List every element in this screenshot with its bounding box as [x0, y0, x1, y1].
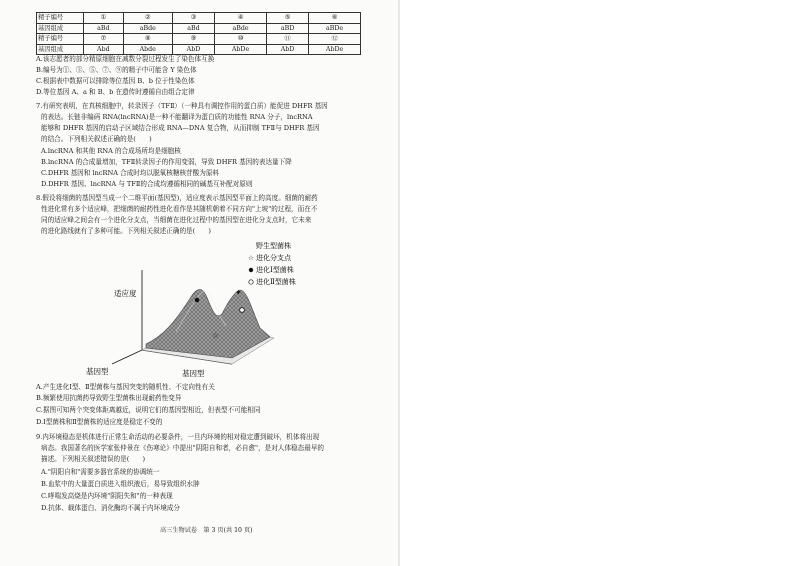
q6-option-b: B.编号为①、③、⑤、⑦、⑨的精子中可能含 Y 染色体: [36, 66, 197, 74]
legend-type-1: 进化Ⅰ型菌株: [256, 266, 294, 274]
table-cell: ⑪: [266, 34, 308, 45]
fitness-landscape-figure: [84, 240, 334, 380]
q7-option-d: D.DHFR 基因、lncRNA 与 TFⅡ的合成均遵循相同的碱基互补配对原则: [41, 180, 253, 188]
table-cell: AbD: [266, 44, 308, 55]
table-cell: Abd: [84, 44, 124, 55]
q7-option-b: B.lncRNA 的合成量增加，TFⅡ转录因子的作用变弱，导致 DHFR 基因的表达量下降: [41, 158, 292, 166]
sperm-genotype-table: [36, 12, 361, 55]
q9-stem-line-1: 9.内环境稳态是机体进行正常生命活动的必要条件，一旦内环境的相对稳定遭到破坏，机体将出现: [36, 433, 320, 441]
table-row-header: 精子编号: [37, 34, 84, 45]
table-cell: ⑦: [84, 34, 124, 45]
table-cell: ①: [84, 13, 124, 24]
q9-stem-line-2: 病态。我国著名的医学家张仲景在《伤寒论》中提出"阴阳自和者，必自愈"，是对人体稳态最早的: [41, 444, 325, 452]
table-row: [37, 23, 361, 34]
q7-option-c: C.DHFR 基因和 lncRNA 合成时均以脱氧核糖核苷酸为原料: [41, 169, 220, 177]
legend-wild-type: 野生型菌株: [256, 242, 291, 250]
table-cell: AbDe: [309, 44, 361, 55]
branch-point-marker: ✦: [235, 288, 242, 297]
table-row: [37, 13, 361, 24]
q6-option-c: C.根据表中数据可以排除等位基因 B、b 位于性染色体: [36, 77, 195, 85]
legend-type-1-icon: [249, 268, 253, 272]
table-cell: aBd: [172, 23, 214, 34]
table-cell: aBd: [84, 23, 124, 34]
table-cell: ⑩: [215, 34, 267, 45]
table-cell: ④: [215, 13, 267, 24]
x-axis-left-label: 基因型: [86, 367, 109, 376]
table-cell: ⑤: [266, 13, 308, 24]
x-axis-right-label: 基因型: [182, 369, 205, 378]
q7-stem-line-2: 的表达。长链非编码 RNA(lncRNA)是一种不能翻译为蛋白质的功能性 RNA 分子，lncRNA: [41, 113, 313, 121]
table-cell: ⑥: [309, 13, 361, 24]
q8-stem-line-1: 8.假设将细菌的基因型当成一个二维平面(基因型)，适应度表示基因型平面上的高度。细菌的耐药: [36, 194, 318, 202]
q8-stem-line-3: 同的适应峰之间会有一个进化分支点，当细菌在进化过程中的基因型在进化分支点时，它未来: [41, 216, 312, 224]
legend-branch-point: 进化分支点: [256, 254, 291, 262]
q6-option-a: A.该志愿者的部分精原细胞在减数分裂过程发生了染色体互换: [36, 55, 215, 63]
q8-option-c: C.据图可知两个突变体距离越近，说明它们的基因型相近，但表型不可能相同: [36, 406, 261, 414]
q8-stem-line-2: 性进化常有多个适应峰，把细菌的耐药性进化看作是其随机朝着不同方向"上坡"的过程，而在不: [41, 205, 318, 213]
table-row: [37, 34, 361, 45]
table-cell: AbDe: [215, 44, 267, 55]
q7-stem-line-3: 能够和 DHFR 基因的启动子区域结合形成 RNA—DNA 复合物，从而抑制 TFⅡ与 DHFR 基因: [41, 124, 320, 132]
page-footer: 高三生物试卷 第 3 页(共 10 页): [160, 527, 253, 534]
q9-option-d: D.抗体、载体蛋白、消化酶均不属于内环境成分: [41, 504, 181, 512]
q6-option-d: D.等位基因 A、a 和 B、b 在遗传时遵循自由组合定律: [36, 88, 195, 96]
table-cell: AbD: [172, 44, 214, 55]
table-cell: aBde: [123, 23, 172, 34]
legend-branch-icon: ☆: [248, 254, 254, 262]
wild-type-marker: ☆: [212, 331, 220, 340]
q7-option-a: A.lncRNA 和其他 RNA 的合成场所均是细胞核: [41, 147, 181, 155]
exam-page-right-blank: [400, 0, 800, 566]
table-row-header: 基因组成: [37, 23, 84, 34]
q8-option-d: D.Ⅰ型菌株和Ⅱ型菌株的适应度是稳定不变的: [36, 418, 163, 426]
table-cell: aBde: [215, 23, 267, 34]
q7-stem-line-4: 的结合。下列相关叙述正确的是( ): [41, 135, 152, 143]
q9-option-c: C.哮喘发高烧是内环境"阴阳失和"的一种表现: [41, 492, 173, 500]
table-cell: ③: [172, 13, 214, 24]
q9-option-b: B.血浆中的大量蛋白质进入组织液后，易导致组织水肿: [41, 480, 200, 488]
q9-stem-line-3: 描述。下列相关叙述错误的是( ): [41, 455, 146, 463]
legend-type-2-icon: [249, 280, 253, 284]
x-axis-left: [112, 350, 142, 364]
legend-type-2: 进化Ⅱ型菌株: [256, 278, 296, 286]
table-cell: Abde: [123, 44, 172, 55]
q8-stem-line-4: 的进化路线就有了多种可能。下列相关叙述正确的是( ): [41, 227, 211, 235]
figure-legend: [248, 241, 296, 286]
table-row: [37, 44, 361, 55]
table-cell: aBD: [266, 23, 308, 34]
table-cell: ⑧: [123, 34, 172, 45]
q8-option-b: B.频繁使用抗菌药导致野生型菌株出现耐药性变异: [36, 394, 182, 402]
table-row-header: 精子编号: [37, 13, 84, 24]
q7-stem-line-1: 7.有研究表明，在真核细胞中，转录因子（TFⅡ）（一种具有调控作用的蛋白质）能促进 DHFR 基因: [36, 102, 328, 110]
type-2-marker: [240, 308, 245, 313]
y-axis-label: 适应度: [114, 289, 137, 298]
table-cell: ⑫: [309, 34, 361, 45]
q9-option-a: A."阴阳自和"需要多器官系统的协调统一: [41, 468, 160, 476]
q8-option-a: A.产生进化Ⅰ型、Ⅱ型菌株与基因突变的随机性、不定向性有关: [36, 383, 215, 391]
table-row-header: 基因组成: [37, 44, 84, 55]
table-cell: ②: [123, 13, 172, 24]
table-cell: aBDe: [309, 23, 361, 34]
type-1-marker: [195, 298, 200, 303]
table-cell: ⑨: [172, 34, 214, 45]
